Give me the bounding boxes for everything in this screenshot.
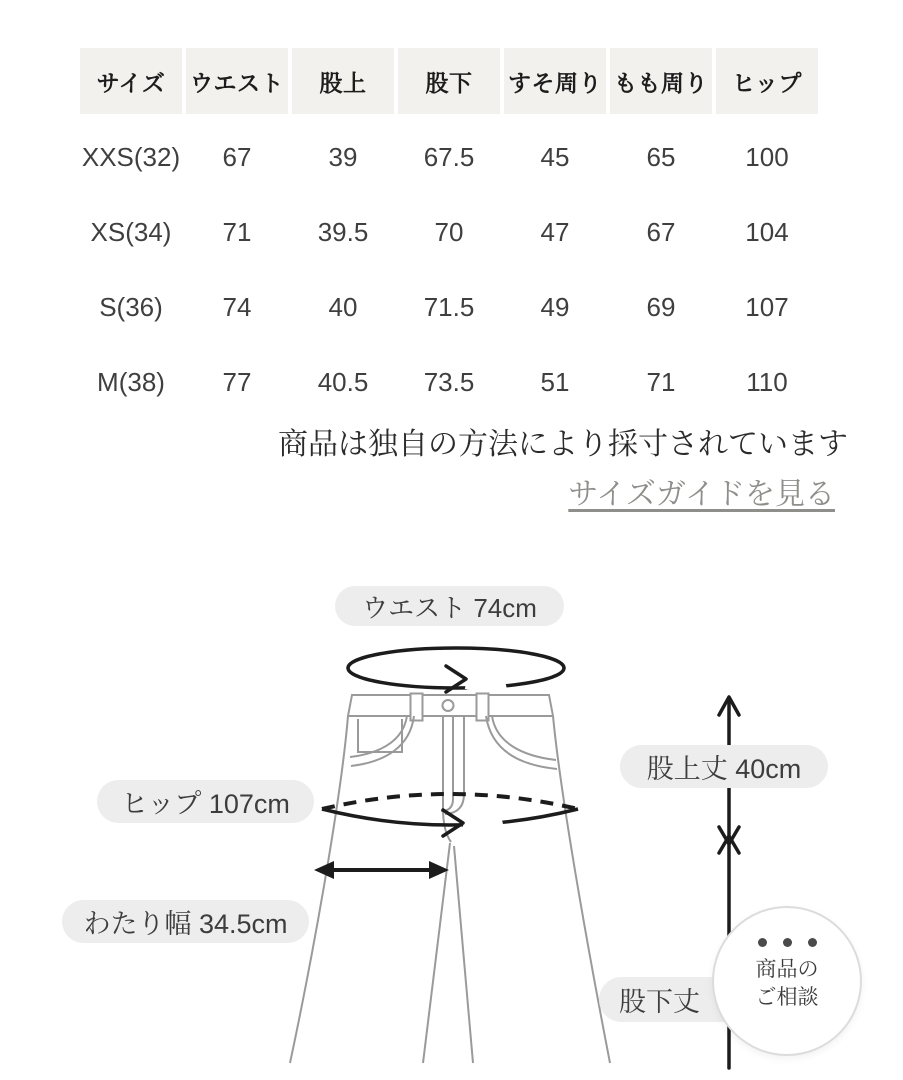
table-cell: 51 bbox=[540, 367, 570, 397]
pants-outline bbox=[290, 694, 610, 1064]
column-header-hem: すそ周り bbox=[504, 48, 606, 114]
table-cell: 74 bbox=[222, 292, 252, 322]
column-header-hip: ヒップ bbox=[716, 48, 818, 114]
product-consultation-button[interactable] bbox=[712, 906, 862, 1056]
column-header-waist: ウエスト bbox=[186, 48, 288, 114]
table-cell: 40.5 bbox=[317, 367, 369, 397]
table-cell: 77 bbox=[222, 367, 252, 397]
ellipsis-icon bbox=[758, 938, 817, 947]
rise-label-pill: 股上丈 40cm bbox=[620, 745, 828, 788]
column-header-inseam: 股下 bbox=[398, 48, 500, 114]
table-cell: M(38) bbox=[97, 367, 165, 397]
table-cell: 45 bbox=[540, 142, 570, 172]
column-header-thigh: もも周り bbox=[610, 48, 712, 114]
table-cell: 110 bbox=[746, 367, 788, 397]
table-cell: XS(34) bbox=[90, 217, 172, 247]
hip-label-pill: ヒップ 107cm bbox=[97, 780, 314, 823]
hip-measure-ellipse bbox=[322, 794, 578, 836]
waist-measure-ellipse bbox=[348, 648, 564, 692]
table-cell: 67 bbox=[646, 217, 676, 247]
table-cell: 39 bbox=[328, 142, 358, 172]
thigh-width-label-pill: わたり幅 34.5cm bbox=[62, 900, 309, 943]
table-cell: XXS(32) bbox=[81, 142, 181, 172]
table-cell: 47 bbox=[540, 217, 570, 247]
consultation-label-line2: ご相談 bbox=[755, 986, 819, 1009]
table-cell: 67 bbox=[222, 142, 252, 172]
table-cell: 65 bbox=[646, 142, 676, 172]
table-cell: 39.5 bbox=[317, 217, 369, 247]
consultation-label bbox=[756, 956, 819, 1012]
thigh-width-arrow bbox=[314, 861, 449, 879]
table-cell: 71 bbox=[222, 217, 252, 247]
table-cell: 40 bbox=[328, 292, 358, 322]
table-cell: 71 bbox=[646, 367, 676, 397]
column-header-size: サイズ bbox=[80, 48, 182, 114]
table-cell: 70 bbox=[434, 217, 464, 247]
consultation-label-line1: 商品の bbox=[755, 958, 819, 981]
table-cell: 49 bbox=[540, 292, 570, 322]
waist-label-pill: ウエスト 74cm bbox=[335, 586, 564, 626]
table-cell: 67.5 bbox=[423, 142, 475, 172]
table-cell: 104 bbox=[745, 217, 789, 247]
measurement-note: 商品は独自の方法により採寸されています bbox=[278, 428, 848, 461]
table-cell: 100 bbox=[745, 142, 789, 172]
table-cell: 73.5 bbox=[423, 367, 475, 397]
table-cell: 69 bbox=[646, 292, 676, 322]
table-cell: S(36) bbox=[99, 292, 163, 322]
table-cell: 71.5 bbox=[423, 292, 475, 322]
table-cell: 107 bbox=[745, 292, 789, 322]
inseam-label-pill: 股下丈 bbox=[599, 977, 785, 1022]
column-header-rise: 股上 bbox=[292, 48, 394, 114]
size-guide-link[interactable]: サイズガイドを見る bbox=[568, 478, 835, 511]
